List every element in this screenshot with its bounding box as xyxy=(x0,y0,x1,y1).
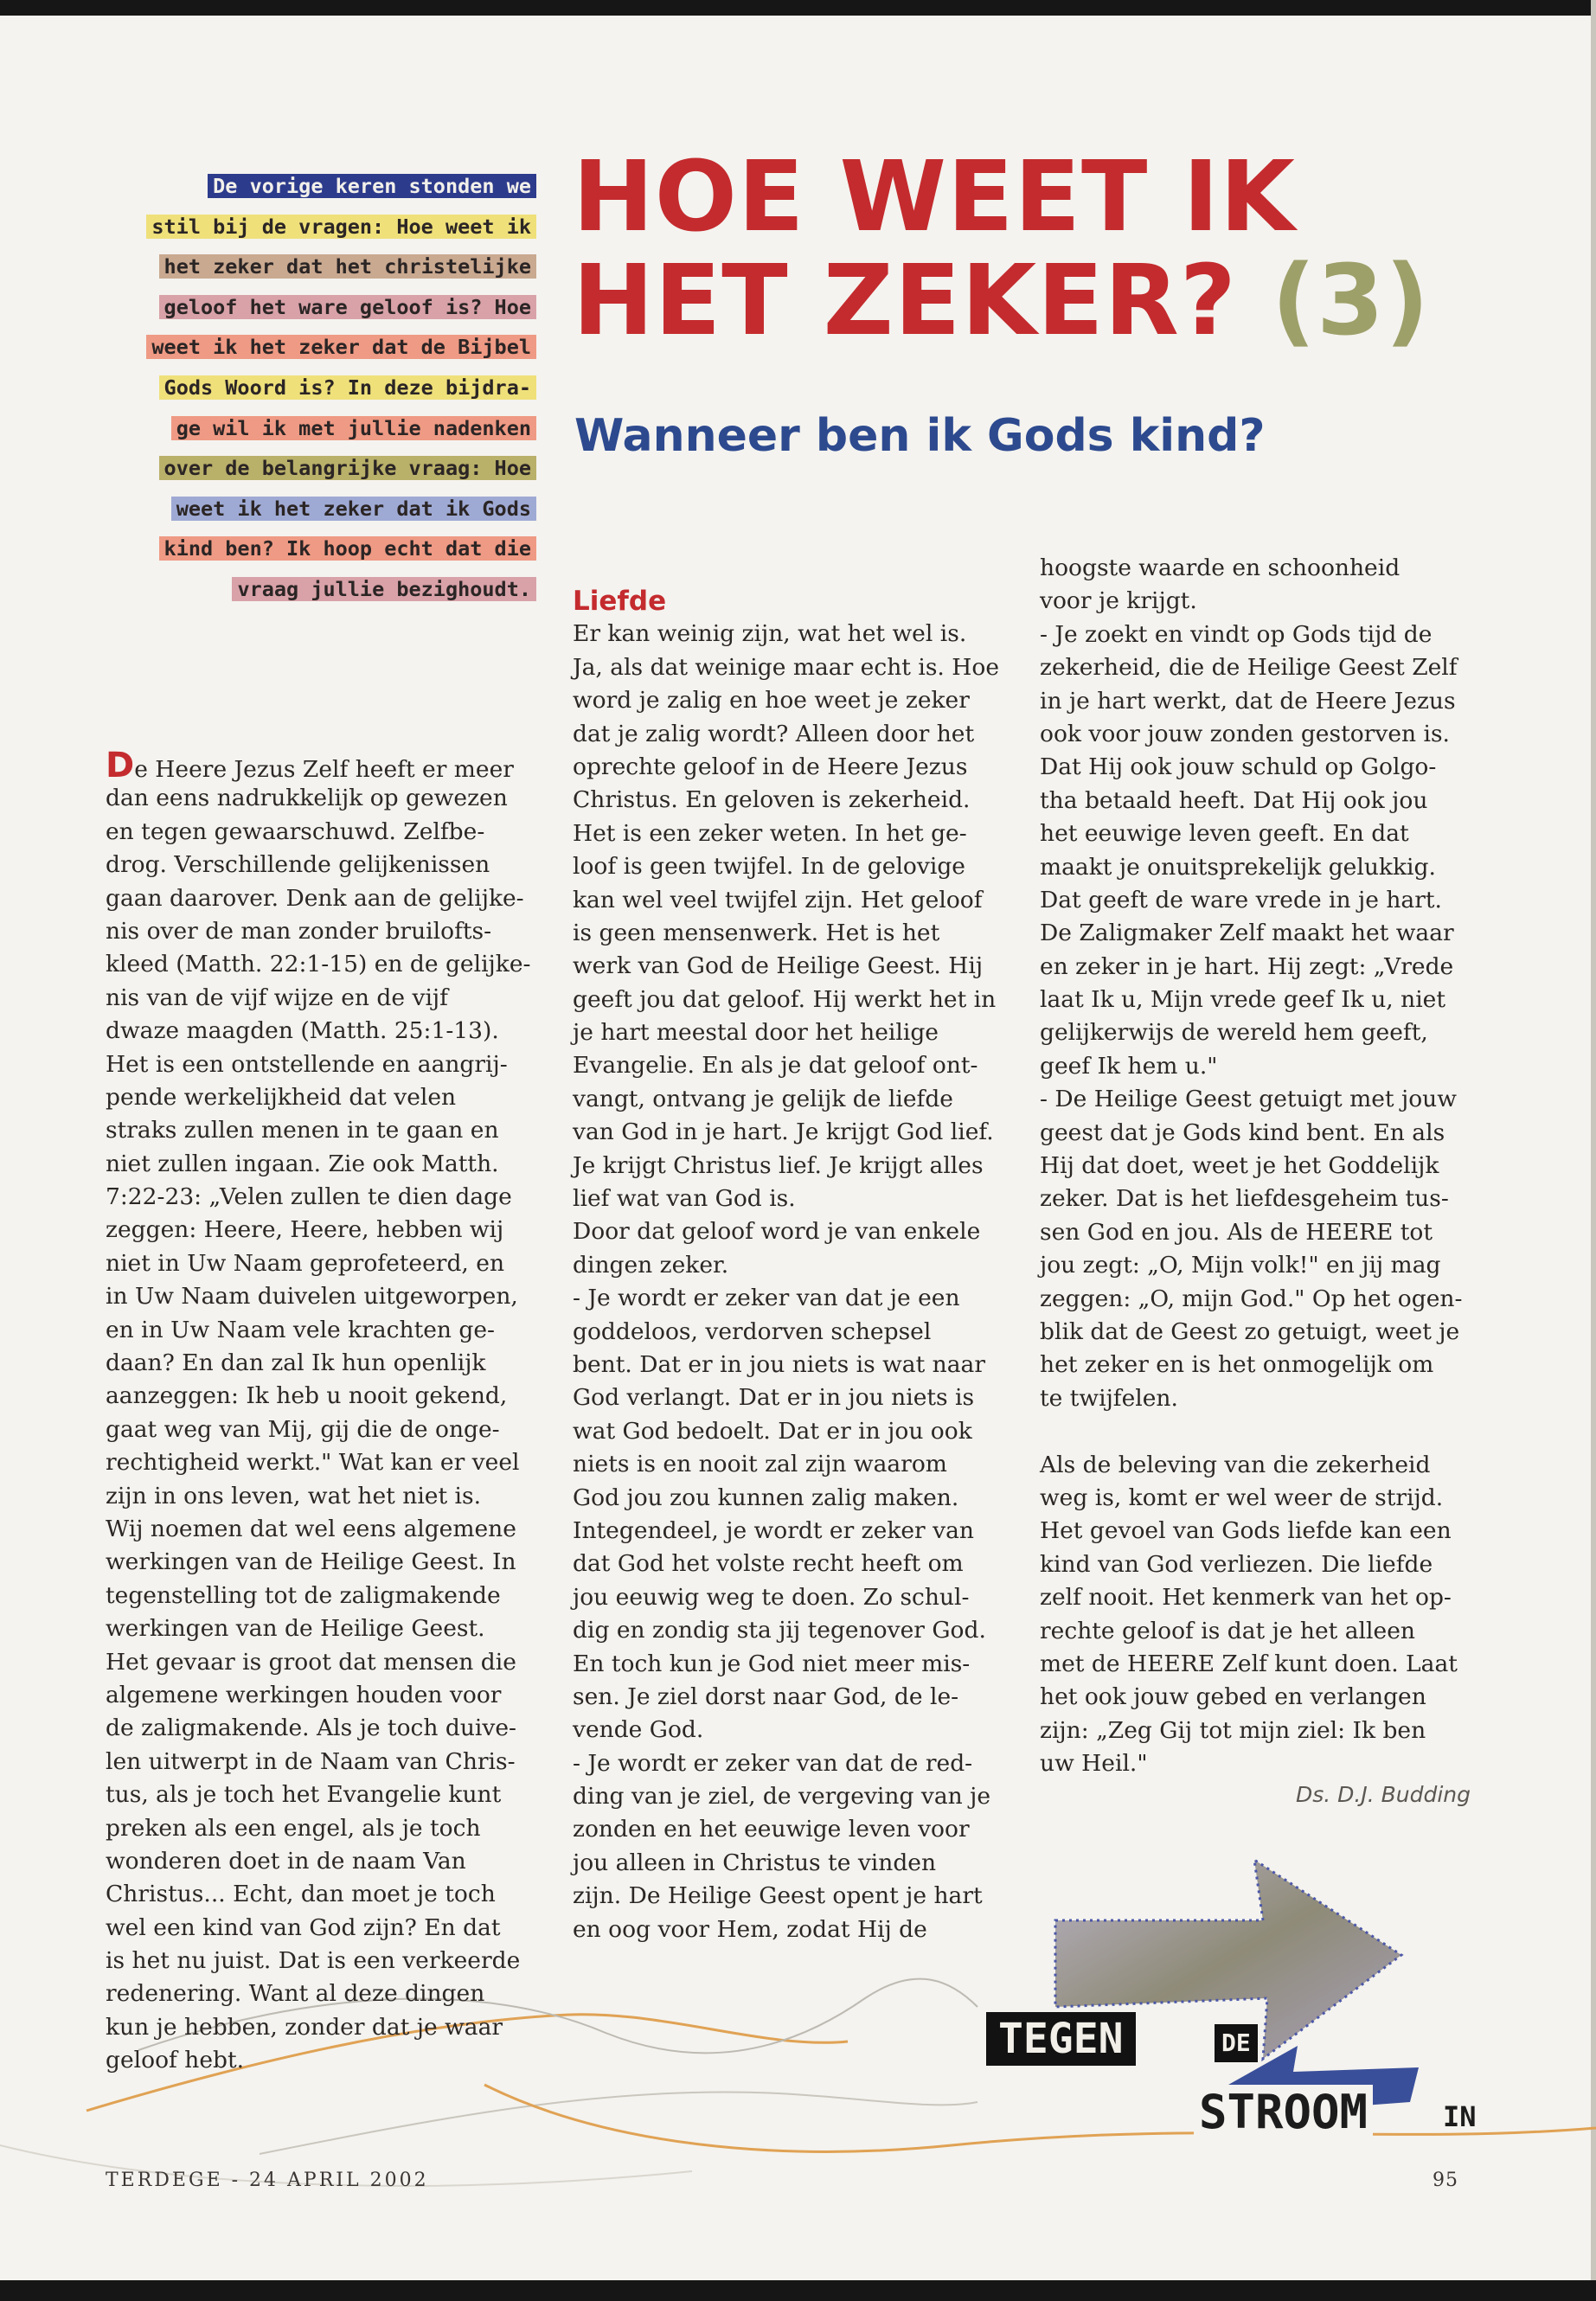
column-line: Christus... Echt, dan moet je toch xyxy=(106,1881,496,1908)
logo-word-stroom: STROOM xyxy=(1194,2085,1373,2139)
column-line: rechtigheid werkt." Wat kan er veel xyxy=(106,1449,520,1477)
title-line-2: HET ZEKER? (3) xyxy=(573,245,1431,357)
column-line: En toch kun je God niet meer mis- xyxy=(573,1650,971,1677)
column-line: Het is een ontstellende en aangrij- xyxy=(106,1050,508,1078)
column-line: in Uw Naam duivelen uitgeworpen, xyxy=(106,1283,518,1311)
column-line: dan eens nadrukkelijk op gewezen xyxy=(106,785,508,812)
logo-word-tegen: TEGEN xyxy=(986,2012,1136,2066)
column-line: kleed (Matth. 22:1-15) en de gelijke- xyxy=(106,951,531,978)
column-line: jou zegt: „O, Mijn volk!" en jij mag xyxy=(1040,1252,1441,1279)
column-line: sen God en jou. Als de HEERE tot xyxy=(1040,1218,1433,1246)
column-line: tus, als je toch het Evangelie kunt xyxy=(106,1781,502,1809)
column-line: de zaligmakende. Als je toch duive- xyxy=(106,1715,516,1742)
column-line: - Je zoekt en vindt op Gods tijd de xyxy=(1040,620,1433,648)
column-line: is geen mensenwerk. Het is het xyxy=(573,919,940,946)
column-line: zijn: „Zeg Gij tot mijn ziel: Ik ben xyxy=(1040,1716,1426,1744)
column-line: zelf nooit. Het kenmerk van het op- xyxy=(1040,1584,1452,1612)
column-line: kan wel veel twijfel zijn. Het geloof xyxy=(573,886,983,913)
column-line: De Heere Jezus Zelf heeft er meer xyxy=(106,746,514,785)
footer-publication: TERDEGE - 24 APRIL 2002 xyxy=(106,2170,429,2191)
column-line: Evangelie. En als je dat geloof ont- xyxy=(573,1052,978,1080)
column-3-lines-b xyxy=(1040,1449,1481,1781)
column-line: vende God. xyxy=(573,1716,704,1744)
column-1-lines xyxy=(106,782,538,2077)
column-line: dat je zalig wordt? Alleen door het xyxy=(573,720,975,747)
column-line: algemene werkingen houden voor xyxy=(106,1681,502,1708)
column-line: nis van de vijf wijze en de vijf xyxy=(106,984,448,1011)
column-line: daan? En dan zal Ik hun openlijk xyxy=(106,1349,486,1377)
column-line: Je krijgt Christus lief. Je krijgt alles xyxy=(573,1151,984,1179)
column-line: tha betaald heeft. Dat Hij ook jou xyxy=(1040,786,1428,814)
column-line: goddeloos, verdorven schepsel xyxy=(573,1317,932,1345)
column-line: sen. Je ziel dorst naar God, de le- xyxy=(573,1682,959,1710)
column-line: Hij dat doet, weet je het Goddelijk xyxy=(1040,1152,1439,1180)
column-line: 7:22-23: „Velen zullen te dien dage xyxy=(106,1183,512,1211)
body-column-3 xyxy=(1040,552,1481,1780)
column-line: vangt, ontvang je gelijk de liefde xyxy=(573,1085,953,1112)
author-signature: Ds. D.J. Budding xyxy=(1295,1782,1471,1807)
column-line: Het gevaar is groot dat mensen die xyxy=(106,1648,516,1676)
column-line: en oog voor Hem, zodat Hij de xyxy=(573,1915,927,1943)
section-heading: Liefde xyxy=(573,586,667,617)
intro-line: stil bij de vragen: Hoe weet ik xyxy=(95,210,536,243)
column-line: werkingen van de Heilige Geest. In xyxy=(106,1548,516,1576)
column-line: - Je wordt er zeker van dat de red- xyxy=(573,1749,973,1777)
column-line: met de HEERE Zelf kunt doen. Laat xyxy=(1040,1650,1458,1677)
column-line: gelijkerwijs de wereld hem geeft, xyxy=(1040,1019,1428,1047)
intro-line: vraag jullie bezighoudt. xyxy=(95,573,536,606)
column-line: het zeker en is het onmogelijk om xyxy=(1040,1351,1434,1379)
column-line: Het is een zeker weten. In het ge- xyxy=(573,819,967,847)
column-line: gaan daarover. Denk aan de gelijke- xyxy=(106,884,524,912)
intro-line: kind ben? Ik hoop echt dat die xyxy=(95,532,536,565)
drop-cap: D xyxy=(106,746,135,785)
column-line: werk van God de Heilige Geest. Hij xyxy=(573,952,984,980)
column-line: aanzeggen: Ik heb u nooit gekend, xyxy=(106,1382,508,1410)
column-3-lines-a xyxy=(1040,552,1481,1415)
column-line: ook voor jouw zonden gestorven is. xyxy=(1040,720,1450,747)
column-line: preken als een engel, als je toch xyxy=(106,1814,481,1842)
logo-word-de: DE xyxy=(1215,2024,1258,2062)
column-line: God verlangt. Dat er in jou niets is xyxy=(573,1384,975,1412)
column-line: weg is, komt er wel weer de strijd. xyxy=(1040,1484,1444,1511)
column-line: in je hart werkt, dat de Heere Jezus xyxy=(1040,687,1456,715)
column-line: en zeker in je hart. Hij zegt: „Vrede xyxy=(1040,952,1454,980)
column-line: niet zullen ingaan. Zie ook Matth. xyxy=(106,1150,499,1177)
title-line-1: HOE WEET IK xyxy=(573,141,1296,253)
intro-line: weet ik het zeker dat ik Gods xyxy=(95,492,536,525)
column-line: De Zaligmaker Zelf maakt het waar xyxy=(1040,920,1454,947)
column-line: pende werkelijkheid dat velen xyxy=(106,1083,457,1111)
article-subtitle: Wanneer ben ik Gods kind? xyxy=(574,410,1266,462)
column-line: zonden en het eeuwige leven voor xyxy=(573,1816,970,1843)
column-2-lines xyxy=(573,618,1005,1946)
column-line: dat God het volste recht heeft om xyxy=(573,1550,964,1578)
column-line: gaat weg van Mij, gij die de onge- xyxy=(106,1415,500,1443)
column-line: Christus. En geloven is zekerheid. xyxy=(573,786,971,814)
column-line: en in Uw Naam vele krachten ge- xyxy=(106,1316,496,1343)
page-number: 95 xyxy=(1433,2170,1458,2191)
intro-line: Gods Woord is? In deze bijdra- xyxy=(95,371,536,404)
intro-line: over de belangrijke vraag: Hoe xyxy=(95,452,536,484)
column-line: is het nu juist. Dat is een verkeerde xyxy=(106,1947,521,1975)
column-line: je hart meestal door het heilige xyxy=(573,1019,939,1047)
column-line: kind van God verliezen. Die liefde xyxy=(1040,1550,1433,1578)
column-line: en tegen gewaarschuwd. Zelfbe- xyxy=(106,817,485,845)
column-line: geest dat je Gods kind bent. En als xyxy=(1040,1118,1445,1146)
column-line: uw Heil." xyxy=(1040,1750,1148,1778)
column-line: rechte geloof is dat je het alleen xyxy=(1040,1617,1415,1644)
column-line: niet in Uw Naam geprofeteerd, en xyxy=(106,1249,505,1277)
column-line: straks zullen menen in te gaan en xyxy=(106,1117,499,1144)
column-line: dig en zondig sta jij tegenover God. xyxy=(573,1617,986,1644)
column-line: zeker. Dat is het liefdesgeheim tus- xyxy=(1040,1185,1449,1213)
column-line: van God in je hart. Je krijgt God lief. xyxy=(573,1118,994,1146)
column-line: het eeuwige leven geeft. En dat xyxy=(1040,820,1409,848)
column-line: Als de beleving van die zekerheid xyxy=(1040,1451,1431,1478)
column-line: - De Heilige Geest getuigt met jouw xyxy=(1040,1086,1457,1113)
column-line: voor je krijgt. xyxy=(1040,587,1197,615)
part-number: (3) xyxy=(1271,245,1431,357)
column-line: len uitwerpt in de Naam van Chris- xyxy=(106,1747,516,1775)
column-line: redenering. Want al deze dingen xyxy=(106,1980,485,2008)
column-line: maakt je onuitsprekelijk gelukkig. xyxy=(1040,853,1436,881)
column-line: zekerheid, die de Heilige Geest Zelf xyxy=(1040,654,1458,682)
column-line: zeggen: Heere, Heere, hebben wij xyxy=(106,1216,504,1244)
article-title xyxy=(573,141,1567,357)
column-line: oprechte geloof in de Heere Jezus xyxy=(573,753,968,780)
column-line: God jou zou kunnen zalig maken. xyxy=(573,1484,959,1511)
column-line: zeggen: „O, mijn God." Op het ogen- xyxy=(1040,1285,1463,1312)
column-line: wonderen doet in de naam Van xyxy=(106,1847,466,1875)
column-line: drog. Verschillende gelijkenissen xyxy=(106,851,490,879)
column-line: geef Ik hem u." xyxy=(1040,1052,1218,1080)
column-line: nis over de man zonder bruilofts- xyxy=(106,917,492,945)
column-line: niets is en nooit zal zijn waarom xyxy=(573,1451,947,1478)
column-line: Ja, als dat weinige maar echt is. Hoe xyxy=(573,653,1000,681)
column-line: Dat Hij ook jouw schuld op Golgo- xyxy=(1040,753,1437,781)
column-line: zijn. De Heilige Geest opent je hart xyxy=(573,1882,983,1910)
column-line: Dat geeft de ware vrede in je hart. xyxy=(1040,886,1442,913)
column-line: dwaze maagden (Matth. 25:1-13). xyxy=(106,1017,499,1045)
column-line: lief wat van God is. xyxy=(573,1185,796,1213)
column-line: werkingen van de Heilige Geest. xyxy=(106,1615,485,1643)
column-line: Door dat geloof word je van enkele xyxy=(573,1218,981,1246)
column-line: - Je wordt er zeker van dat je een xyxy=(573,1285,960,1312)
logo-word-in: IN xyxy=(1443,2100,1477,2133)
column-line: Integendeel, je wordt er zeker van xyxy=(573,1516,974,1544)
column-line: Er kan weinig zijn, wat het wel is. xyxy=(573,620,967,648)
column-line: Het gevoel van Gods liefde kan een xyxy=(1040,1517,1452,1545)
column-line: geeft jou dat geloof. Hij werkt het in xyxy=(573,985,997,1013)
column-line: bent. Dat er in jou niets is wat naar xyxy=(573,1350,986,1378)
column-line: wat God bedoelt. Dat er in jou ook xyxy=(573,1417,972,1445)
intro-line: het zeker dat het christelijke xyxy=(95,250,536,283)
intro-line: De vorige keren stonden we xyxy=(95,170,536,202)
column-line: tegenstelling tot de zaligmakende xyxy=(106,1581,501,1609)
intro-line: ge wil ik met jullie nadenken xyxy=(95,412,536,445)
column-line: Wij noemen dat wel eens algemene xyxy=(106,1515,516,1542)
intro-line: geloof het ware geloof is? Hoe xyxy=(95,291,536,324)
column-line: word je zalig en hoe weet je zeker xyxy=(573,687,970,715)
bottom-border xyxy=(0,2280,1596,2301)
column-line: loof is geen twijfel. In de gelovige xyxy=(573,853,965,881)
column-line: blik dat de Geest zo getuigt, weet je xyxy=(1040,1317,1460,1345)
column-line: zijn in ons leven, wat het niet is. xyxy=(106,1482,482,1509)
column-line: te twijfelen. xyxy=(1040,1384,1178,1412)
column-line: ding van je ziel, de vergeving van je xyxy=(573,1783,991,1811)
body-column-2 xyxy=(573,585,1005,1946)
column-line: dingen zeker. xyxy=(573,1251,729,1279)
column-line: geloof hebt. xyxy=(106,2047,245,2074)
column-line: het ook jouw gebed en verlangen xyxy=(1040,1683,1426,1711)
top-border xyxy=(0,0,1596,16)
column-line: hoogste waarde en schoonheid xyxy=(1040,554,1401,581)
column-line: jou eeuwig weg te doen. Zo schul- xyxy=(573,1583,970,1611)
intro-line: weet ik het zeker dat de Bijbel xyxy=(95,330,536,363)
body-column-1 xyxy=(106,746,538,2078)
column-line: jou alleen in Christus te vinden xyxy=(573,1849,937,1876)
intro-block xyxy=(95,170,536,613)
column-line: laat Ik u, Mijn vrede geef Ik u, niet xyxy=(1040,986,1446,1014)
paragraph-gap xyxy=(1040,1415,1481,1448)
column-line: kun je hebben, zonder dat je waar xyxy=(106,2013,503,2041)
column-line: wel een kind van God zijn? En dat xyxy=(106,1913,501,1941)
